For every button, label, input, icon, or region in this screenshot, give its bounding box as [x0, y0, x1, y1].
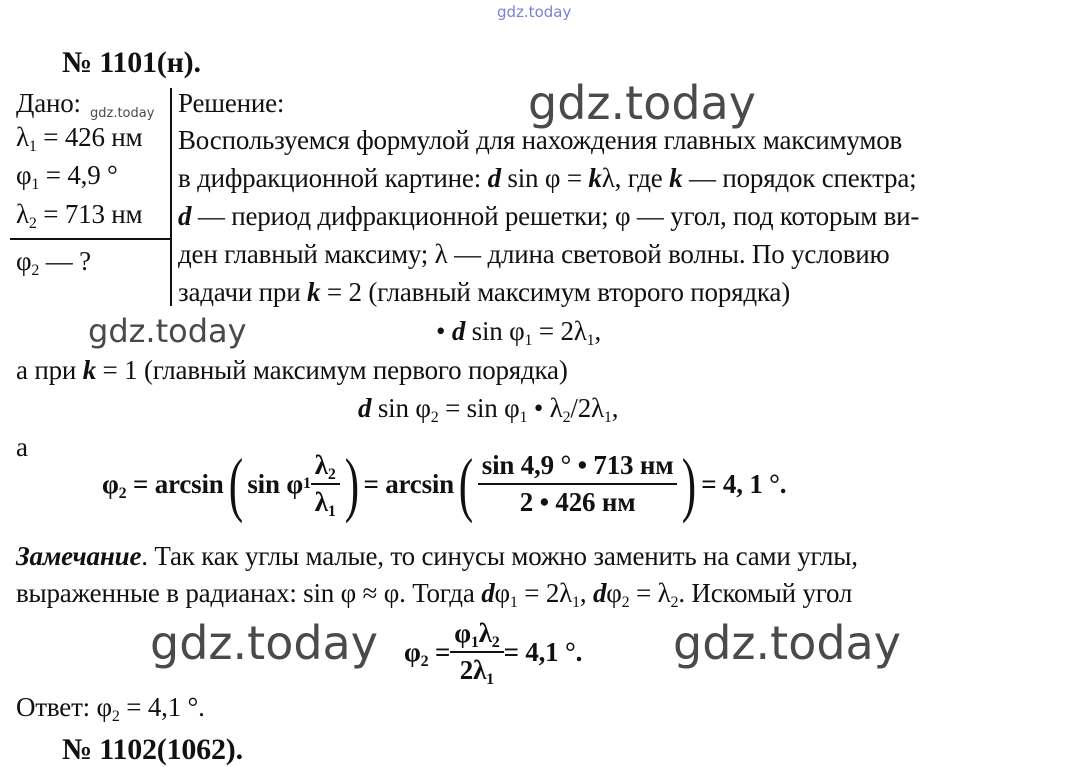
note-label: Замечание	[16, 541, 142, 571]
watermark: gdz.today	[150, 616, 378, 670]
fraction-numeric: $\frac{\sin 4,9 ^\circ • 713 нм}{2 • 426 нм}$	[478, 450, 678, 518]
solution-line: Воспользуемся формулой для нахождения главных максимумов	[178, 125, 903, 155]
equation-2: d $\sin \varphi_2 = \sin \varphi_1$ • $\lambda_2/2\lambda_1$,	[358, 393, 619, 426]
solution-line: d — период дифракционной решетки; φ — угол, под которым ви-	[178, 201, 920, 231]
solution-title: Решение:	[178, 88, 285, 118]
watermark: gdz.today	[528, 76, 756, 130]
solution-line: а при k = 1 (главный максимум первого порядка)	[16, 355, 568, 385]
note-line: Замечание. Так как углы малые, то синусы можно заменить на сами углы,	[16, 541, 858, 571]
given-divider	[10, 238, 170, 240]
given-separator	[170, 88, 172, 306]
solution-line: в дифракционной картине: d sin φ = kλ, где k — порядок спектра;	[178, 163, 917, 193]
watermark: gdz.today	[673, 616, 901, 670]
fraction-lambda: $\frac{\lambda_2}{\lambda_1}$	[311, 450, 340, 518]
watermark-small: gdz.today	[90, 106, 155, 121]
solution-line: а	[16, 432, 28, 462]
watermark-top: gdz.today	[497, 3, 572, 21]
equation-1: • d $\sin \varphi_1 = 2\lambda_1$,	[436, 316, 602, 349]
given-lambda2: $\lambda_2 = 713$ нм	[16, 199, 143, 232]
given-find: $\varphi_2$ — ?	[16, 246, 91, 279]
solution-line: ден главный максиму; λ — длина световой волны. По условию	[178, 239, 890, 269]
given-lambda1: $\lambda_1 = 426$ нм	[16, 122, 143, 155]
answer: Ответ: $\varphi_2 = 4,1$ °.	[16, 692, 205, 725]
equation-3: $\varphi_2 = \arcsin$ ( sin φ 1 $\frac{\lambda_2}{\lambda_1}$ ) = arcsin ( $\frac{\sin 4,9 ^\circ • 713 нм}{2 • 426 нм}$ ) = 4, 1 °.	[102, 444, 787, 524]
watermark: gdz.today	[88, 312, 247, 350]
given-phi1: $\varphi_1 = 4,9$ °	[16, 160, 118, 193]
note-line: выраженные в радианах: sin φ ≈ φ. Тогда $d\varphi_1 = 2\lambda_1$, $d\varphi_2 = \lambda_2$. Искомый угол	[16, 578, 853, 611]
solution-line: задачи при k = 2 (главный максимум второго порядка)	[178, 277, 791, 307]
next-problem-number: № 1102(1062).	[62, 733, 243, 766]
problem-number: № 1101(н).	[62, 46, 201, 79]
given-title: Дано:	[16, 88, 81, 118]
equation-4: $\varphi_2$ = $\frac{\varphi_1\lambda_2}{2\lambda_1}$ = 4,1 °.	[404, 618, 583, 688]
